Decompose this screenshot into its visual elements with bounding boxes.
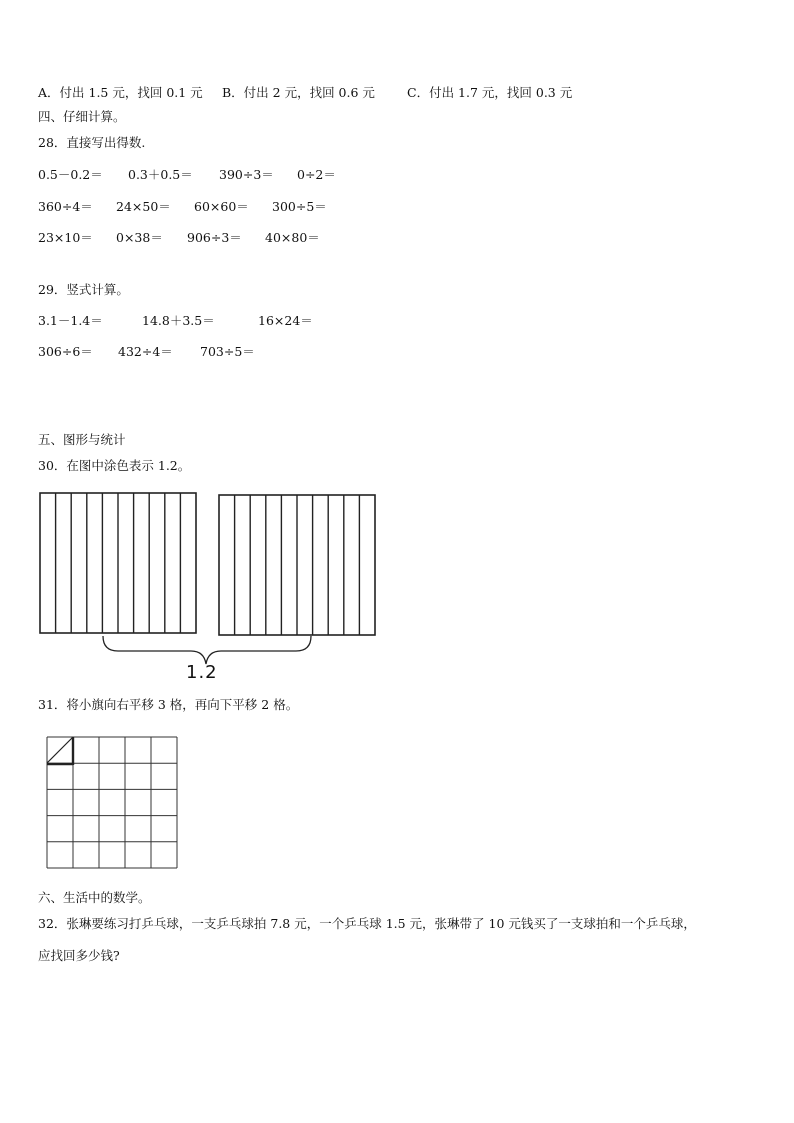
q29-expr: 432÷4＝ bbox=[118, 344, 173, 359]
q29-expr: 14.8＋3.5＝ bbox=[142, 313, 215, 328]
q28-expr: 24×50＝ bbox=[116, 199, 171, 214]
q32-line-2: 应找回多少钱? bbox=[38, 948, 120, 963]
flag-icon bbox=[47, 737, 73, 765]
option-b: B．付出 2 元，找回 0.6 元 bbox=[222, 85, 375, 100]
option-c: C．付出 1.7 元，找回 0.3 元 bbox=[407, 85, 573, 100]
q28-expr: 906÷3＝ bbox=[187, 230, 242, 245]
q28-expr: 0÷2＝ bbox=[297, 167, 336, 182]
q29-expr: 306÷6＝ bbox=[38, 344, 93, 359]
q32-line-1: 32．张琳要练习打乒乓球，一支乒乓球拍 7.8 元，一个乒乓球 1.5 元，张琳带了 10 元钱买了一支球拍和一个乒乓球， bbox=[38, 916, 696, 931]
rectangle-outline bbox=[40, 493, 196, 633]
q29-expr: 703÷5＝ bbox=[200, 344, 255, 359]
brace-label: 1.2 bbox=[186, 662, 218, 683]
section-5-title: 五、图形与统计 bbox=[38, 432, 126, 447]
grid-lines bbox=[47, 737, 177, 868]
q28-expr: 23×10＝ bbox=[38, 230, 93, 245]
q29-expr: 16×24＝ bbox=[258, 313, 313, 328]
curly-brace bbox=[103, 636, 311, 664]
section-4-title: 四、仔细计算。 bbox=[38, 109, 126, 124]
q28-expr: 40×80＝ bbox=[265, 230, 320, 245]
q28-expr: 0.3＋0.5＝ bbox=[128, 167, 193, 182]
q28-expr: 0.5－0.2＝ bbox=[38, 167, 103, 182]
q28-expr: 60×60＝ bbox=[194, 199, 249, 214]
q29-prompt: 29．竖式计算。 bbox=[38, 282, 129, 297]
strip-rectangle-right bbox=[219, 495, 375, 635]
section-6-title: 六、生活中的数学。 bbox=[38, 890, 151, 905]
q28-expr: 360÷4＝ bbox=[38, 199, 93, 214]
q28-expr: 0×38＝ bbox=[116, 230, 163, 245]
option-a: A．付出 1.5 元，找回 0.1 元 bbox=[38, 85, 203, 100]
q28-expr: 300÷5＝ bbox=[272, 199, 327, 214]
q28-prompt: 28．直接写出得数. bbox=[38, 135, 146, 150]
q30-prompt: 30．在图中涂色表示 1.2。 bbox=[38, 458, 191, 473]
q28-expr: 390÷3＝ bbox=[219, 167, 274, 182]
q29-expr: 3.1－1.4＝ bbox=[38, 313, 103, 328]
strip-rectangle-left bbox=[40, 493, 196, 633]
rectangle-outline bbox=[219, 495, 375, 635]
q31-prompt: 31．将小旗向右平移 3 格，再向下平移 2 格。 bbox=[38, 697, 299, 712]
